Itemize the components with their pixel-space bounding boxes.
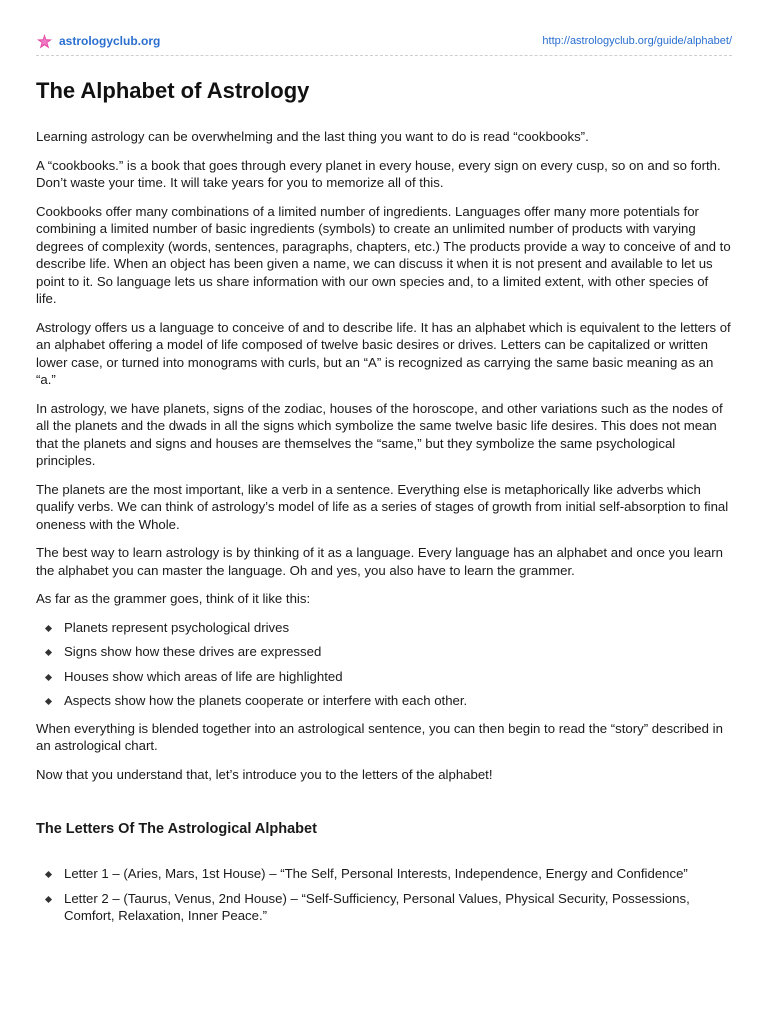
page-title: The Alphabet of Astrology [36,78,310,103]
list-item-text: Houses show which areas of life are highlighted [64,668,343,684]
paragraph: In astrology, we have planets, signs of the zodiac, houses of the horoscope, and other variations such as the nodes of all the planets and the dwads in all the signs which symbolize the same twelve basic life desires. This does not mean that the planets and signs and houses are themselves the “same,” but they symbolize the same psychological principles. [36,400,723,468]
list-item [36,619,732,637]
paragraph: When everything is blended together into an astrological sentence, you can then begin to read the “story” described in an astrological chart. [36,720,723,753]
diamond-bullet-icon [45,895,52,902]
list-item-text: Letter 1 – (Aries, Mars, 1st House) – “The Self, Personal Interests, Independence, Energy and Confidence” [64,866,688,881]
header-divider [36,55,732,56]
letters-list [36,865,732,925]
list-item [36,668,732,686]
page-url-link[interactable]: http://astrologyclub.org/guide/alphabet/ [542,35,732,47]
grammar-list [36,619,732,710]
article-body [36,76,732,935]
diamond-bullet-icon [45,698,52,705]
paragraph: The planets are the most important, like a verb in a sentence. Everything else is metaphorically like adverbs which qualify verbs. We can think of astrology’s model of life as a series of stages of growth from initial self-absorption to final oneness with the Whole. [36,481,729,532]
diamond-bullet-icon [45,649,52,656]
paragraph: The best way to learn astrology is by thinking of it as a language. Every language has an alphabet and once you learn the alphabet you can master the language. Oh and yes, you also have to learn the grammer. [36,545,723,578]
diamond-bullet-icon [45,673,52,680]
diamond-bullet-icon [45,624,52,631]
paragraph: Astrology offers us a language to conceive of and to describe life. It has an alphabet which is equivalent to the letters of an alphabet offering a model of life composed of twelve basic desires or drives. Letters can be capitalized or written lower case, or turned into monograms with curls, but an “A” is recognized as carrying the same basic meaning as an “a.” [36,319,731,387]
paragraph: Cookbooks offer many combinations of a limited number of ingredients. Languages offer many more potentials for combining a limited number of basic ingredients (symbols) to create an unlimited number of products with varying degrees of complexity (words, sentences, paragraphs, chapters, etc.) The products provide a way to conceive of and to describe life. When an object has been given a name, we can discuss it when it is not present and available to let us point to it. So language lets us share information with our own species and, to a limited extent, with other species of life. [36,203,731,306]
list-item-text: Aspects show how the planets cooperate or interfere with each other. [64,693,468,708]
list-item-text: Letter 2 – (Taurus, Venus, 2nd House) – “Self-Sufficiency, Personal Values, Physical Security, Possessions, Comfort, Relaxation, Inner Peace.” [64,890,690,923]
list-item-text: Planets represent psychological drives [64,619,290,635]
list-item [36,865,732,883]
list-item [36,692,732,710]
site-header [36,32,732,50]
diamond-bullet-icon [45,871,52,878]
site-name[interactable]: astrologyclub.org [59,34,161,48]
site-brand[interactable] [36,33,160,50]
section-heading: The Letters Of The Astrological Alphabet [36,821,317,837]
paragraph: As far as the grammer goes, think of it like this: [36,591,311,606]
paragraph: Learning astrology can be overwhelming and the last thing you want to do is read “cookbooks”. [36,129,589,144]
list-item-text: Signs show how these drives are expressed [64,644,322,659]
paragraph: A “cookbooks.” is a book that goes through every planet in every house, every sign on every cusp, so on and so forth. Don’t waste your time. It will take years for you to memorize all of this. [36,157,721,190]
list-item [36,643,732,661]
list-item [36,890,732,925]
star-burst-icon [36,33,53,50]
paragraph: Now that you understand that, let’s introduce you to the letters of the alphabet! [36,766,493,782]
